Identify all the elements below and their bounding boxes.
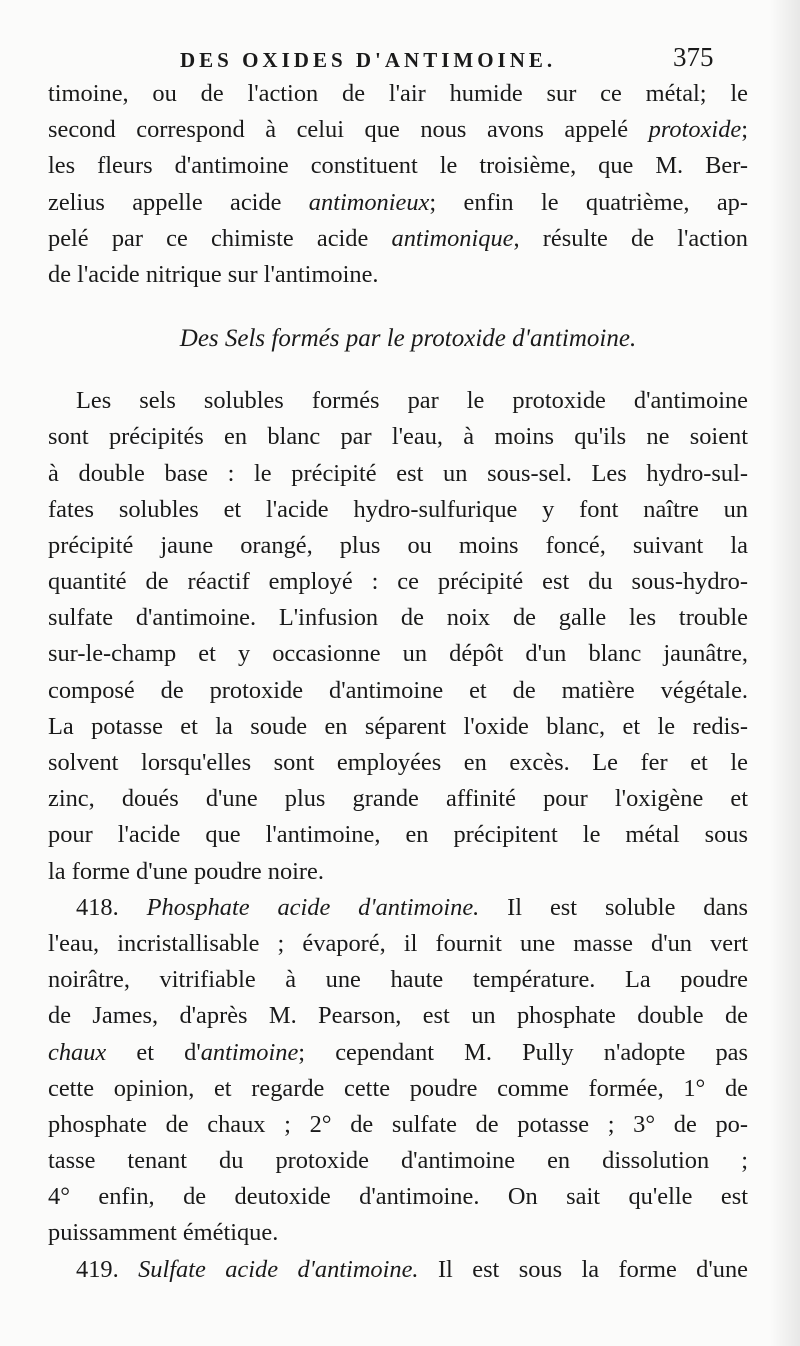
running-head <box>0 40 800 80</box>
text-line: chaux et d'antimoine; cependant M. Pully n'adopte pas <box>48 1038 748 1066</box>
article-title: Sulfate acide d'antimoine. <box>138 1255 419 1283</box>
text-line: sulfate d'antimoine. L'infusion de noix de galle les trouble <box>48 604 748 632</box>
text-line: La potasse et la soude en séparent l'oxide blanc, et le redis- <box>48 712 748 740</box>
article-number: 418. <box>76 893 147 921</box>
text-line: sont précipités en blanc par l'eau, à moins qu'ils ne soient <box>48 423 748 451</box>
spacer <box>48 293 748 321</box>
text-line: solvent lorsqu'elles sont employées en excès. Le fer et le <box>48 749 748 776</box>
text-line: phosphate de chaux ; 2° de sulfate de potasse ; 3° de po- <box>48 1110 748 1138</box>
section-heading: Des Sels formés par le protoxide d'antimoine. <box>179 325 637 353</box>
text-line: composé de protoxide d'antimoine et de matière végétale. <box>48 676 748 704</box>
text-line: de l'acide nitrique sur l'antimoine. <box>48 260 379 288</box>
text-line: les fleurs d'antimoine constituent le troisième, que M. Ber- <box>48 152 748 180</box>
text-line: fates solubles et l'acide hydro-sulfurique y font naître un <box>48 495 748 523</box>
text-line: noirâtre, vitrifiable à une haute température. La poudre <box>48 966 748 994</box>
text-line: puissamment émétique. <box>48 1219 279 1247</box>
text-line: timoine, ou de l'action de l'air humide sur ce métal; le <box>48 80 748 107</box>
spacer <box>48 357 748 383</box>
italic-term: chaux <box>48 1038 107 1066</box>
italic-term: protoxide <box>648 116 742 144</box>
text-line: la forme d'une poudre noire. <box>48 857 324 885</box>
text-block <box>48 76 748 1288</box>
text-line: pour l'acide que l'antimoine, en précipitent le métal sous <box>48 821 748 849</box>
article-number: 419. <box>76 1255 139 1283</box>
text-line: pelé par ce chimiste acide antimonique, résulte de l'action <box>48 224 748 252</box>
text-line: l'eau, incristallisable ; évaporé, il fournit une masse d'un vert <box>48 929 748 957</box>
text-line: tasse tenant du protoxide d'antimoine en dissolution ; <box>48 1147 748 1175</box>
text-line: de James, d'après M. Pearson, est un phosphate double de <box>48 1002 748 1030</box>
text-line: à double base : le précipité est un sous-sel. Les hydro-sul- <box>48 459 748 487</box>
page-number: 375 <box>673 42 714 72</box>
text-line: second correspond à celui que nous avons appelé protoxide; <box>48 116 748 144</box>
page-edge-shadow <box>770 0 800 1346</box>
text-line: 419. Sulfate acide d'antimoine. Il est sous la forme d'une <box>76 1255 748 1283</box>
running-title: DES OXIDES D'ANTIMOINE. <box>180 48 557 72</box>
text-line: zinc, doués d'une plus grande affinité pour l'oxigène et <box>48 785 748 813</box>
italic-term: antimonieux <box>308 188 430 216</box>
text-line: quantité de réactif employé : ce précipité est du sous-hydro- <box>48 568 748 596</box>
text-line: zelius appelle acide antimonieux; enfin le quatrième, ap- <box>48 188 748 216</box>
text-line: 4° enfin, de deutoxide d'antimoine. On sait qu'elle est <box>48 1183 748 1211</box>
article-title: Phosphate acide d'antimoine. <box>146 893 480 921</box>
text-line: Les sels solubles formés par le protoxide d'antimoine <box>76 387 748 415</box>
italic-term: antimonique <box>391 224 514 252</box>
text-line: 418. Phosphate acide d'antimoine. Il est soluble dans <box>76 893 749 921</box>
text-line: sur-le-champ et y occasionne un dépôt d'un blanc jaunâtre, <box>48 640 748 668</box>
text-line: précipité jaune orangé, plus ou moins foncé, suivant la <box>48 531 748 559</box>
italic-term: antimoine <box>200 1038 299 1066</box>
text-line: cette opinion, et regarde cette poudre comme formée, 1° de <box>48 1074 748 1102</box>
